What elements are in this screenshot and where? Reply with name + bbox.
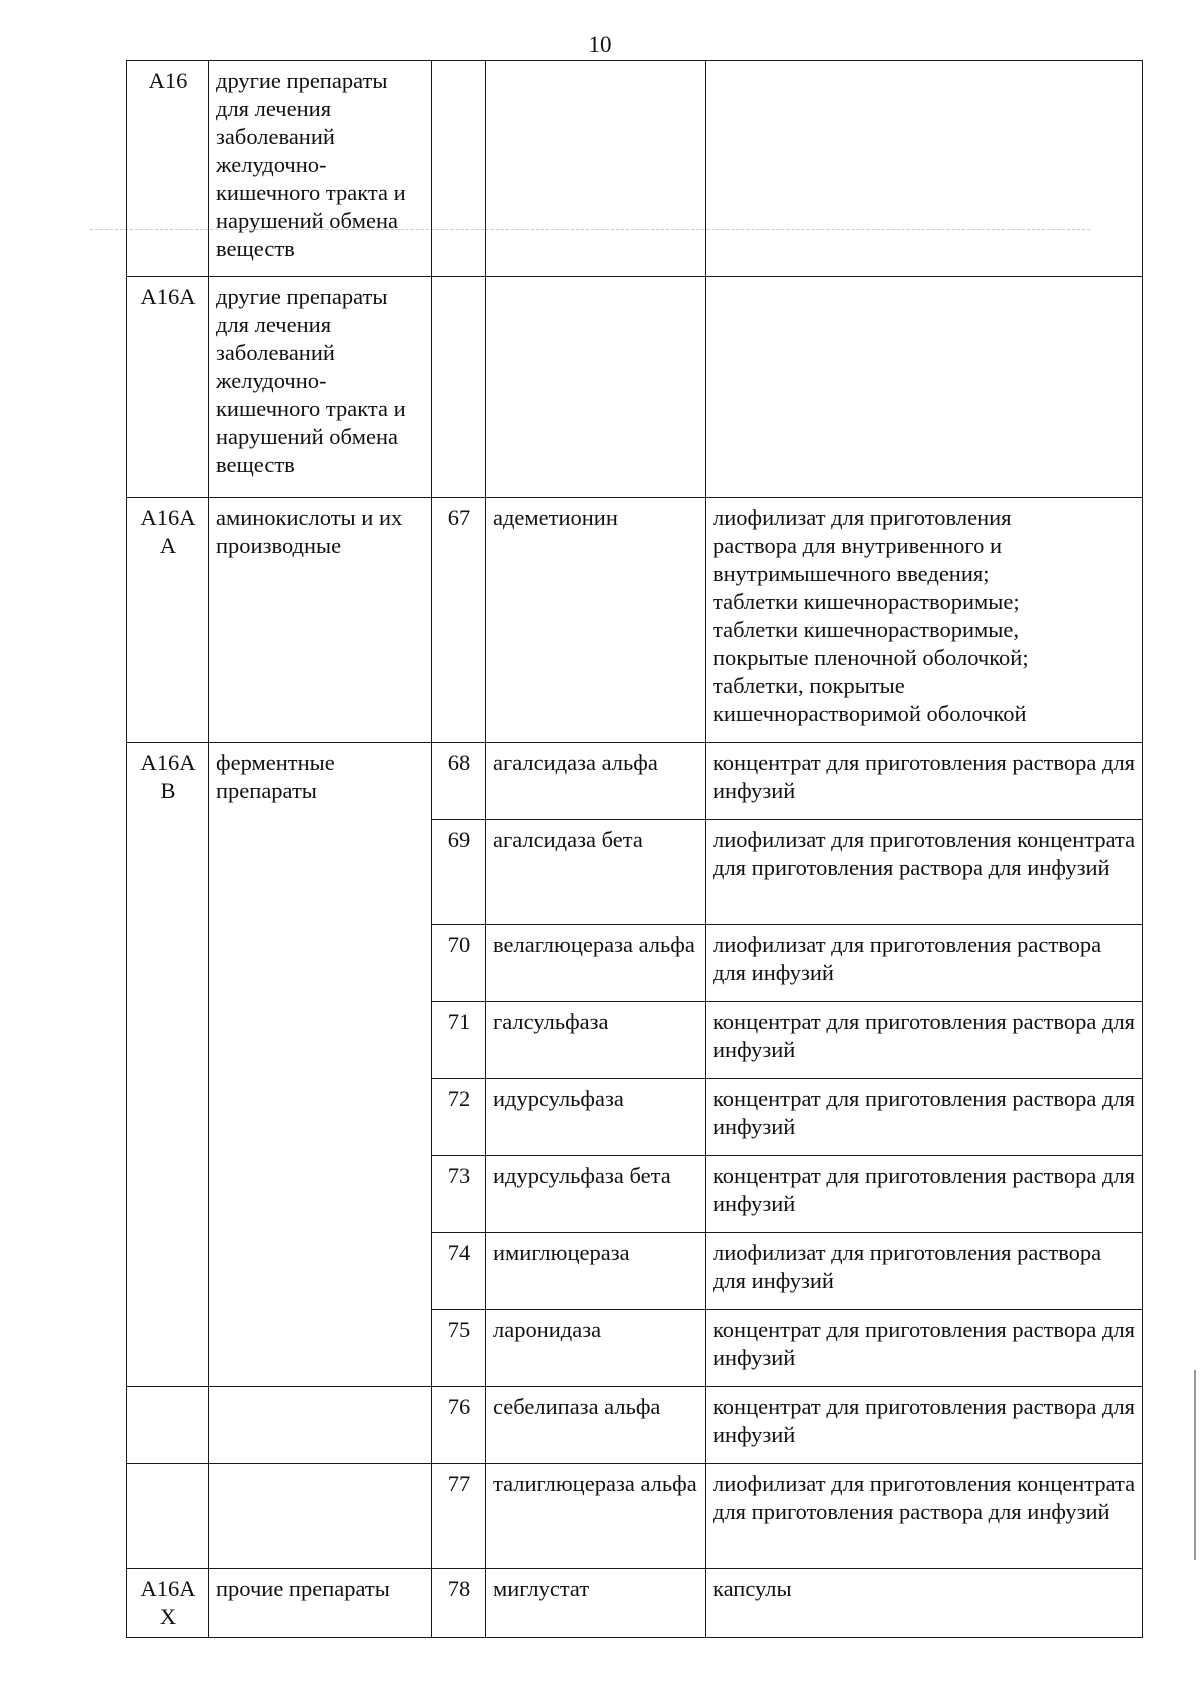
atc-code: A16AA — [127, 498, 209, 743]
atc-group-name: прочие препараты — [209, 1569, 432, 1638]
dosage-form — [706, 498, 1143, 743]
dosage-form: концентрат для приготовления раствора для инфузий — [706, 743, 1143, 820]
dosage-form: концентрат для приготовления раствора для инфузий — [706, 1310, 1143, 1387]
dosage-form: лиофилизат для приготовления концентрата для приготовления раствора для инфузий — [706, 820, 1143, 925]
dosage-form-line: таблетки, покрытые — [713, 673, 905, 698]
empty-cell — [127, 1387, 209, 1464]
drug-name: имиглюцераза — [486, 1233, 706, 1310]
table-row-a16 — [127, 61, 1143, 277]
table-row-a16ax — [127, 1569, 1143, 1638]
table-row-a16aa — [127, 498, 1143, 743]
row-number: 68 — [432, 743, 486, 820]
drug-name: талиглюцераза альфа — [486, 1464, 706, 1569]
dosage-form-line: таблетки кишечнорастворимые; — [713, 589, 1020, 614]
dosage-form: капсулы — [706, 1569, 1143, 1638]
dosage-form-line: таблетки кишечнорастворимые, — [713, 617, 1019, 642]
row-number: 75 — [432, 1310, 486, 1387]
atc-code: A16AB — [127, 743, 209, 1387]
row-number: 74 — [432, 1233, 486, 1310]
atc-group-name: аминокислоты и их производные — [209, 498, 432, 743]
dosage-form-line: внутримышечного введения; — [713, 561, 990, 586]
row-number: 77 — [432, 1464, 486, 1569]
empty-cell — [706, 61, 1143, 277]
row-number: 67 — [432, 498, 486, 743]
row-number: 71 — [432, 1002, 486, 1079]
drug-name: миглустат — [486, 1569, 706, 1638]
row-number: 69 — [432, 820, 486, 925]
atc-code: A16 — [127, 61, 209, 277]
page-number: 10 — [588, 32, 612, 57]
dosage-form-line: лиофилизат для приготовления — [713, 505, 1012, 530]
empty-cell — [209, 1464, 432, 1569]
drug-name: себелипаза альфа — [486, 1387, 706, 1464]
row-number: 78 — [432, 1569, 486, 1638]
empty-cell — [486, 61, 706, 277]
empty-cell — [486, 277, 706, 498]
empty-cell — [209, 1387, 432, 1464]
table-row-76 — [127, 1387, 1143, 1464]
atc-code: A16AX — [127, 1569, 209, 1638]
dosage-form-line: раствора для внутривенного и — [713, 533, 1002, 558]
drug-name: велаглюцераза альфа — [486, 925, 706, 1002]
atc-group-name: другие препараты для лечения заболеваний желудочно-кишечного тракта и нарушений обмена веществ — [209, 61, 432, 277]
row-number: 76 — [432, 1387, 486, 1464]
atc-code: A16A — [127, 277, 209, 498]
atc-group-name: другие препараты для лечения заболеваний желудочно-кишечного тракта и нарушений обмена веществ — [209, 277, 432, 498]
dosage-form: концентрат для приготовления раствора для инфузий — [706, 1002, 1143, 1079]
dosage-form: лиофилизат для приготовления раствора для инфузий — [706, 925, 1143, 1002]
dosage-form-line: покрытые пленочной оболочкой; — [713, 645, 1029, 670]
drug-name: агалсидаза бета — [486, 820, 706, 925]
atc-group-name: ферментные препараты — [209, 743, 432, 1387]
drug-name: идурсульфаза бета — [486, 1156, 706, 1233]
medication-table — [126, 60, 1143, 1638]
drug-name: агалсидаза альфа — [486, 743, 706, 820]
table-row-77 — [127, 1464, 1143, 1569]
scan-edge-mark — [1194, 1370, 1196, 1560]
drug-name: галсульфаза — [486, 1002, 706, 1079]
row-number: 70 — [432, 925, 486, 1002]
drug-name: ларонидаза — [486, 1310, 706, 1387]
drug-name: идурсульфаза — [486, 1079, 706, 1156]
dosage-form: концентрат для приготовления раствора для инфузий — [706, 1079, 1143, 1156]
row-number: 72 — [432, 1079, 486, 1156]
dosage-form: лиофилизат для приготовления концентрата для приготовления раствора для инфузий — [706, 1464, 1143, 1569]
empty-cell — [432, 61, 486, 277]
drug-name: адеметионин — [486, 498, 706, 743]
table-row-68 — [127, 743, 1143, 820]
empty-cell — [706, 277, 1143, 498]
dosage-form: концентрат для приготовления раствора для инфузий — [706, 1387, 1143, 1464]
dosage-form: лиофилизат для приготовления раствора для инфузий — [706, 1233, 1143, 1310]
empty-cell — [432, 277, 486, 498]
dosage-form: концентрат для приготовления раствора для инфузий — [706, 1156, 1143, 1233]
empty-cell — [127, 1464, 209, 1569]
dosage-form-line: кишечнорастворимой оболочкой — [713, 701, 1027, 726]
table-row-a16a — [127, 277, 1143, 498]
row-number: 73 — [432, 1156, 486, 1233]
